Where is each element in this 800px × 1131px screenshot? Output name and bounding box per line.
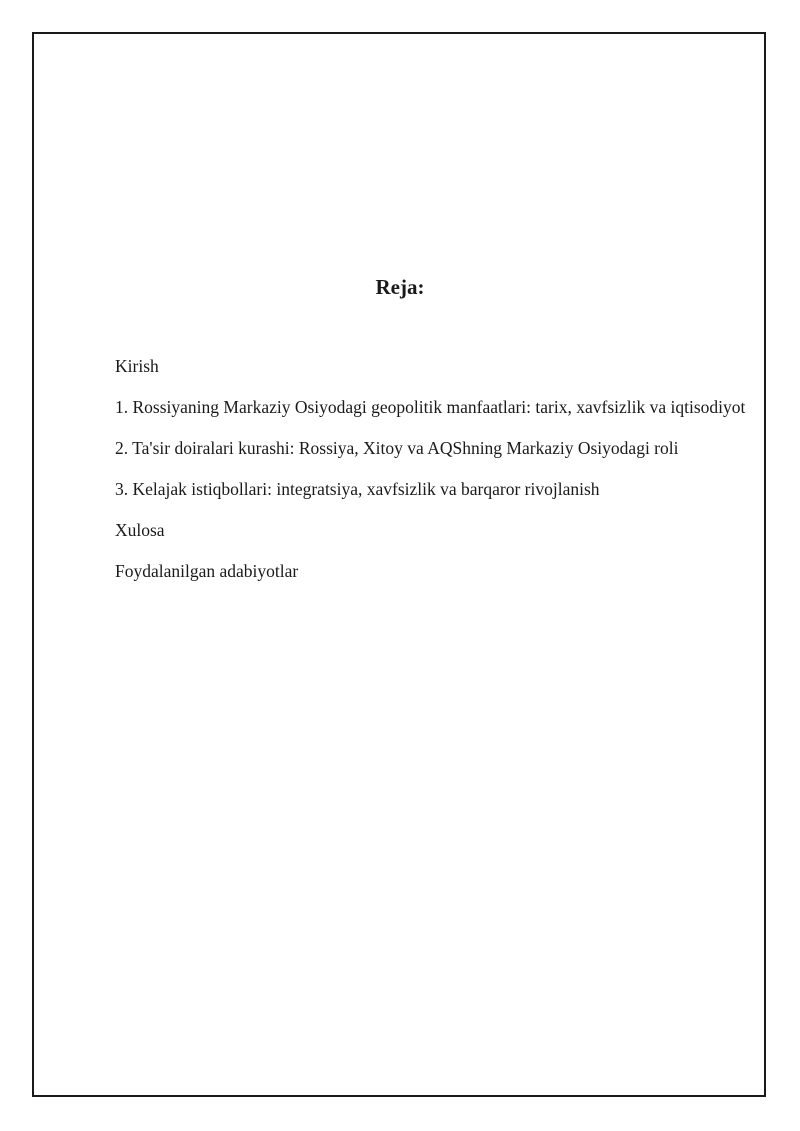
toc-item-conclusion: Xulosa — [115, 520, 165, 540]
toc-item-references: Foydalanilgan adabiyotlar — [115, 561, 299, 581]
toc-item-chapter-1: 1. Rossiyaning Markaziy Osiyodagi geopolitik manfaatlari: tarix, xavfsizlik va iqtisodiyot — [115, 397, 746, 417]
page-title: Reja: — [375, 275, 425, 299]
toc-item-chapter-3: 3. Kelajak istiqbollari: integratsiya, xavfsizlik va barqaror rivojlanish — [115, 479, 600, 499]
table-of-contents — [115, 350, 755, 596]
toc-item-chapter-2: 2. Ta'sir doiralari kurashi: Rossiya, Xitoy va AQShning Markaziy Osiyodagi roli — [115, 438, 679, 458]
toc-item-introduction: Kirish — [115, 356, 159, 376]
